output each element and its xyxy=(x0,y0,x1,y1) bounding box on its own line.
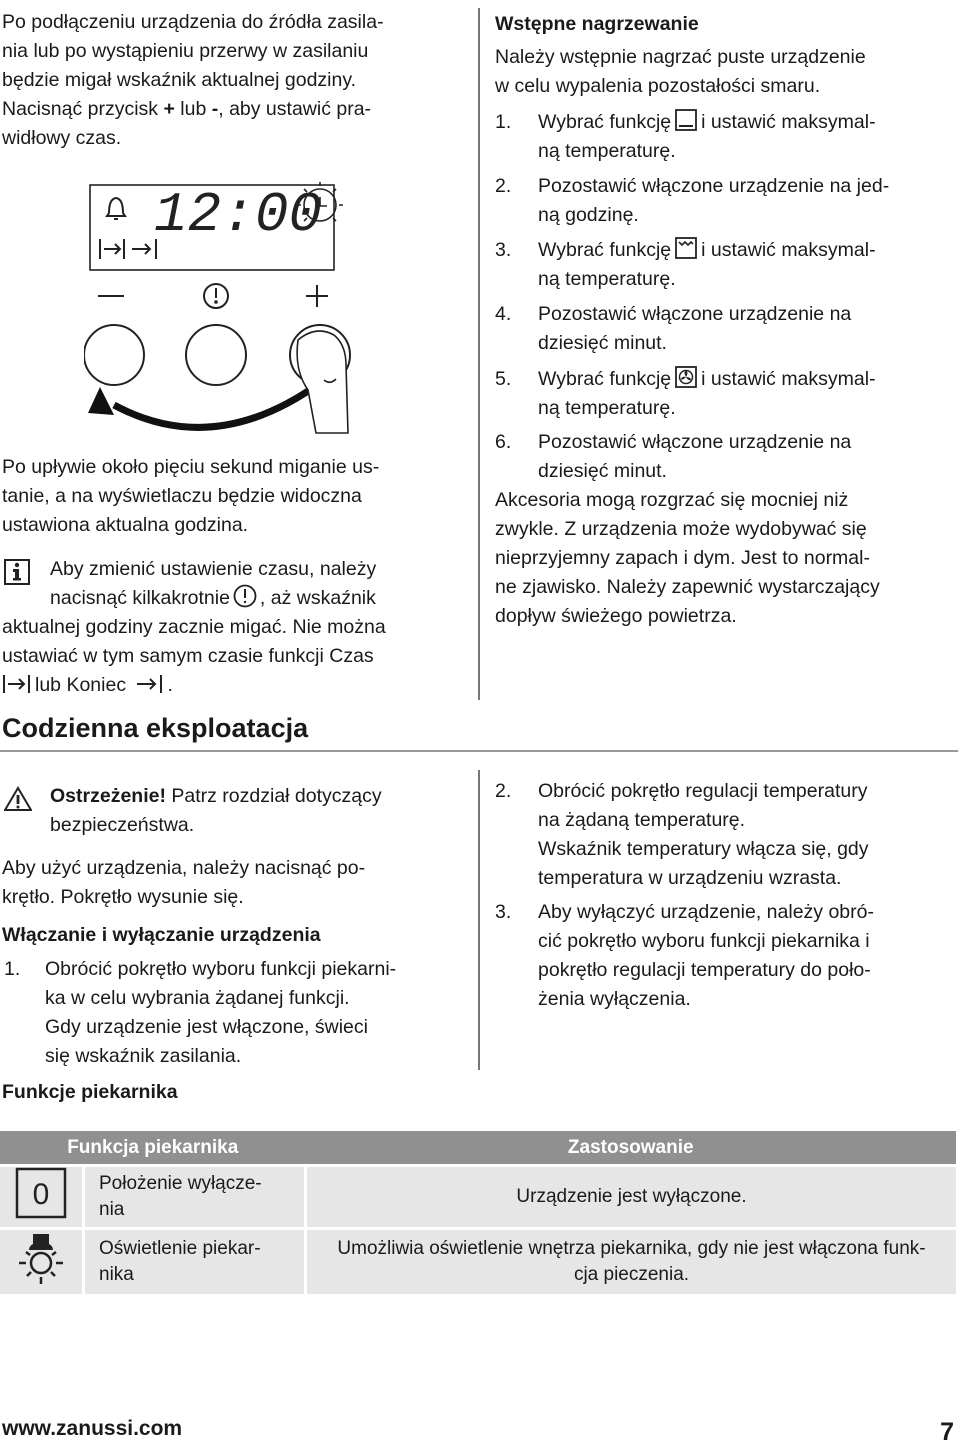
intro-line: widłowy czas. xyxy=(2,127,122,149)
column-divider xyxy=(478,8,480,700)
oven-functions-table xyxy=(0,1131,956,1294)
intro-paragraph xyxy=(2,8,472,153)
column-header: Zastosowanie xyxy=(306,1131,957,1166)
plus-icon xyxy=(306,285,328,307)
table-cell xyxy=(0,1229,84,1295)
section-divider xyxy=(0,750,958,752)
intro-line: Po podłączeniu urządzenia do źródła zasila- xyxy=(2,11,384,33)
warning-icon xyxy=(4,786,32,812)
table-cell: Położenie wyłącze- nia xyxy=(84,1166,306,1229)
list-item: 3. Aby wyłączyć urządzenie, należy obró- cić pokrętło wyboru funkcji piekarnika i pokrętło regulacji temperatury do poło- żenia wyłączenia. xyxy=(495,901,874,1010)
preheat-intro: Należy wstępnie nagrzać puste urządzenie w celu wypalenia pozostałości smaru. xyxy=(495,46,866,97)
list-item: 4. Pozostawić włączone urządzenie na dziesięć minut. xyxy=(495,303,852,354)
list-item: 6. Pozostawić włączone urządzenie na dziesięć minut. xyxy=(495,431,852,482)
table-cell xyxy=(0,1166,84,1229)
after-image-paragraph: Po upływie około pięciu sekund miganie us- tanie, a na wyświetlaczu będzie widoczna ustawiona aktualna godzina. xyxy=(2,456,380,536)
press-arrow xyxy=(114,380,324,427)
fan-icon xyxy=(674,365,698,389)
oven-light-icon xyxy=(13,1230,69,1286)
list-item: 1. Wybrać funkcję i ustawić maksymal- ną temperaturę. xyxy=(495,108,955,166)
svg-text:0: 0 xyxy=(32,1178,50,1211)
clock-button xyxy=(186,325,246,385)
off-position-icon xyxy=(15,1167,67,1219)
table-cell: Umożliwia oświetlenie wnętrza piekarnika, gdy nie jest włączona funk- cja pieczenia. xyxy=(306,1229,957,1295)
clock-button-icon xyxy=(233,584,257,608)
table-header-row xyxy=(0,1131,956,1166)
list-item: 2. Pozostawić włączone urządzenie na jed- ną godzinę. xyxy=(495,175,890,226)
functions-heading: Funkcje piekarnika xyxy=(2,1081,178,1103)
display-time: 12:00 xyxy=(154,183,323,247)
info-icon xyxy=(4,559,30,585)
accessories-note: Akcesoria mogą rozgrzać się mocniej niż zwykle. Z urządzenia może wydobywać się nieprzyjemny zapach i dym. Jest to normal- ne zjawisko. Należy zapewnić wystarczający dopływ świeżego powietrza. xyxy=(495,489,880,627)
bell-icon xyxy=(107,198,125,219)
page-number: 7 xyxy=(940,1418,954,1446)
preheat-heading: Wstępne nagrzewanie xyxy=(495,13,699,35)
usage-paragraph: Aby użyć urządzenia, należy nacisnąć po- krętło. Pokrętło wysunie się. xyxy=(2,857,366,908)
grill-icon xyxy=(674,236,698,260)
end-time-icon xyxy=(135,673,165,695)
onoff-heading: Włączanie i wyłączanie urządzenia xyxy=(2,924,321,946)
table-row xyxy=(0,1166,956,1229)
column-divider xyxy=(478,770,480,1070)
intro-line: będzie migał wskaźnik aktualnej godziny. xyxy=(2,69,357,91)
list-item: 5. Wybrać funkcję i ustawić maksymal- ną temperaturę. xyxy=(495,365,955,423)
warning-note: Ostrzeżenie! Patrz rozdział dotyczący bezpieczeństwa. xyxy=(2,782,472,840)
minus-button xyxy=(84,325,144,385)
table-row xyxy=(0,1229,956,1295)
section-heading: Codzienna eksploatacja xyxy=(2,713,309,743)
duration-icon xyxy=(2,673,32,695)
footer-url[interactable]: www.zanussi.com xyxy=(2,1417,183,1440)
list-item: 3. Wybrać funkcję i ustawić maksymal- ną temperaturę. xyxy=(495,236,955,294)
list-item: 1. Obrócić pokrętło wyboru funkcji piekarni- ka w celu wybrania żądanej funkcji. Gdy urządzenie jest włączone, świeci się wskaźnik zasilania. xyxy=(4,958,397,1067)
clock-button-icon xyxy=(204,284,228,308)
info-note: Aby zmienić ustawienie czasu, należy nacisnąć kilkakrotnie , aż wskaźnik aktualnej godziny zacznie migać. Nie można ustawiać w tym samym czasie funkcji Czas lub Koniec . xyxy=(2,558,386,696)
intro-line: Nacisnąć przycisk + lub -, aby ustawić pra- xyxy=(2,98,372,120)
table-cell: Oświetlenie piekar- nika xyxy=(84,1229,306,1295)
duration-icon xyxy=(100,239,124,259)
table-cell: Urządzenie jest wyłączone. xyxy=(306,1166,957,1229)
end-time-icon xyxy=(132,239,156,259)
bottom-heat-icon xyxy=(674,108,698,132)
list-item: 2. Obrócić pokrętło regulacji temperatury na żądaną temperaturę. Wskaźnik temperatury włącza się, gdy temperatura w urządzeniu wzrasta. xyxy=(495,780,869,889)
column-header: Funkcja piekarnika xyxy=(0,1131,306,1166)
finger-icon xyxy=(297,331,348,433)
intro-line: nia lub po wystąpieniu przerwy w zasilaniu xyxy=(2,40,369,62)
control-panel-illustration xyxy=(84,175,356,435)
